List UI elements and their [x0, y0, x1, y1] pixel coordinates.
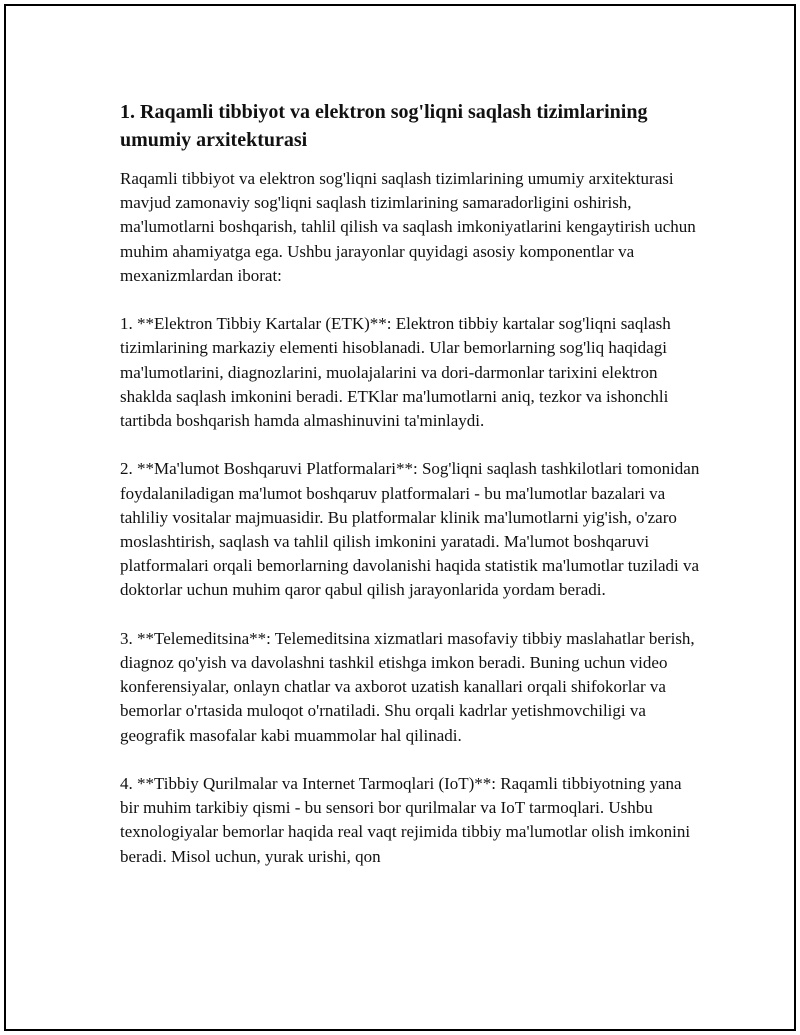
iot-paragraph: 4. **Tibbiy Qurilmalar va Internet Tarmoqlari (IoT)**: Raqamli tibbiyotning yana bir muhim tarkibiy qismi - bu sensori bor qurilmalar va IoT tarmoqlari. Ushbu texnologiyalar bemorlar haqida real vaqt rejimida tibbiy ma'lumotlar olish imkonini beradi. Misol uchun, yurak urishi, qon — [120, 774, 691, 866]
telemedicine-paragraph: 3. **Telemeditsina**: Telemeditsina xizmatlari masofaviy tibbiy maslahatlar berish, diagnoz qo'yish va davolashni tashkil etishga imkon beradi. Buning uchun video konferensiyalar, onlayn chatlar va axborot uzatish kanallari orqali shifokorlar va bemorlar o'rtasida muloqot o'rnatiladi. Shu orqali kadrlar yetishmovchiligi va geografik masofalar kabi muammolar hal qilinadi. — [120, 628, 695, 745]
data-platforms-paragraph: 2. **Ma'lumot Boshqaruvi Platformalari**: Sog'liqni saqlash tashkilotlari tomonidan foydalaniladigan ma'lumot boshqaruv platformalari - bu ma'lumotlar bazalari va tahliliy vositalar majmuasidir. Bu platformalar klinik ma'lumotlarni yig'ish, o'zaro moslashtirish, saqlash va tahlil qilish imkonini yaratadi. Ma'lumot boshqaruvi platformalari orqali bemorlarning davolanishi haqida statistik ma'lumotlar tuziladi va doktorlar uchun muhim qaror qabul qilish jarayonlarida yordam beradi. — [120, 459, 700, 600]
document-content — [120, 98, 700, 893]
document-page — [4, 4, 796, 1031]
document-title: 1. Raqamli tibbiyot va elektron sog'liqni saqlash tizimlarining umumiy arxitekturasi — [120, 101, 648, 151]
etk-paragraph: 1. **Elektron Tibbiy Kartalar (ETK)**: Elektron tibbiy kartalar sog'liqni saqlash tizimlarining markaziy elementi hisoblanadi. Ular bemorlarning sog'liq haqidagi ma'lumotlarini, diagnozlarini, muolajalarini va dori-darmonlar tarixini elektron shaklda saqlash imkonini beradi. ETKlar ma'lumotlarni aniq, tezkor va ishonchli tartibda boshqarish hamda almashinuvini ta'minlaydi. — [120, 314, 671, 431]
intro-paragraph: Raqamli tibbiyot va elektron sog'liqni saqlash tizimlarining umumiy arxitekturasi mavjud zamonaviy sog'liqni saqlash tizimlarining samaradorligini oshirish, ma'lumotlarni boshqarish, tahlil qilish va saqlash imkoniyatlarini kengaytirish uchun muhim ahamiyatga ega. Ushbu jarayonlar quyidagi asosiy komponentlar va mexanizmlardan iborat: — [120, 169, 696, 285]
